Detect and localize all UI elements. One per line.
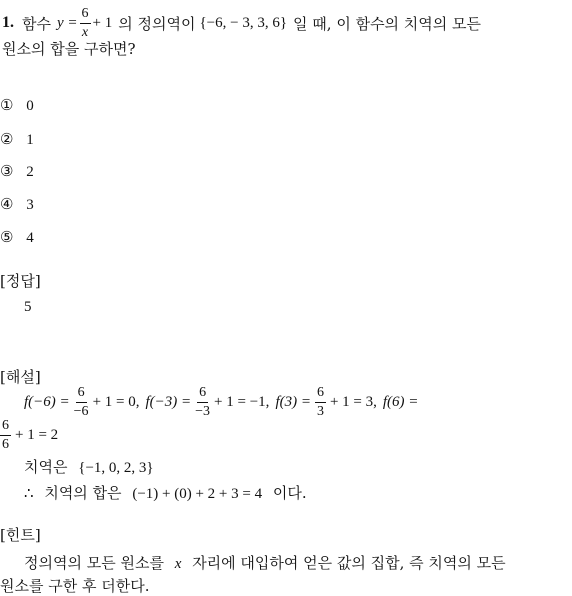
eq4-lhs: f(6) =	[382, 393, 419, 410]
option-4-mark: ④	[0, 195, 14, 213]
solution-equation-line	[24, 385, 418, 419]
eq4-fraction	[0, 419, 11, 452]
eq1-rhs: + 1 = 0,	[92, 393, 140, 410]
option-2-mark: ②	[0, 130, 14, 148]
option-4[interactable]	[0, 195, 34, 214]
hint-line-1-suffix: 자리에 대입하여 얻은 값의 집합, 즉 치역의 모든	[192, 554, 506, 572]
question-mid: 의 정의역이	[118, 14, 196, 33]
eq2-fraction	[195, 386, 210, 419]
eq3-numerator: 6	[315, 386, 326, 403]
function-lhs: y =	[56, 14, 78, 31]
question-line-1	[2, 5, 482, 40]
conclusion-prefix: 치역의 합은	[44, 484, 122, 502]
eq3-rhs: + 1 = 3,	[329, 393, 377, 410]
hint-line-2: 원소를 구한 후 더한다.	[0, 577, 150, 595]
option-2-value: 1	[26, 132, 34, 148]
eq3-fraction	[315, 386, 326, 419]
question-prefix: 함수	[22, 14, 51, 33]
eq1-denominator: −6	[73, 403, 89, 419]
eq1-lhs: f(−6) =	[24, 393, 70, 410]
function-numerator: 6	[80, 7, 91, 24]
eq4-rhs: + 1 = 2	[15, 426, 59, 443]
conclusion-suffix: 이다.	[272, 484, 307, 502]
hint-header: [힌트]	[0, 526, 41, 544]
question-line-2: 원소의 합을 구하면?	[2, 40, 136, 58]
answer-value: 5	[24, 299, 32, 315]
range-prefix: 치역은	[24, 458, 68, 476]
function-denominator: x	[81, 24, 89, 40]
option-5[interactable]	[0, 228, 34, 247]
solution-equation-line-2	[0, 418, 58, 452]
eq2-denominator: −3	[195, 403, 211, 419]
option-5-value: 4	[26, 230, 34, 246]
range-set: {−1, 0, 2, 3}	[78, 460, 154, 476]
option-4-value: 3	[26, 197, 34, 213]
hint-variable: x	[174, 556, 182, 572]
range-line	[24, 456, 154, 477]
question-number: 1.	[2, 14, 14, 31]
eq2-numerator: 6	[197, 386, 208, 403]
eq4-denominator: 6	[2, 436, 9, 452]
solution-header: [해설]	[0, 368, 41, 386]
eq3-lhs: f(3) =	[275, 393, 311, 410]
option-1-mark: ①	[0, 96, 14, 114]
option-3[interactable]	[0, 162, 34, 181]
function-tail: + 1	[92, 14, 113, 31]
eq3-denominator: 3	[316, 403, 324, 419]
eq1-fraction	[74, 386, 89, 419]
domain-set: {−6, − 3, 3, 6}	[199, 14, 288, 31]
option-3-mark: ③	[0, 162, 14, 180]
option-1-value: 0	[26, 98, 34, 114]
eq4-numerator: 6	[0, 419, 11, 436]
hint-line-1	[24, 552, 506, 573]
question-suffix: 일 때, 이 함수의 치역의 모든	[293, 14, 482, 33]
option-5-mark: ⑤	[0, 228, 14, 246]
eq2-rhs: + 1 = −1,	[214, 393, 270, 410]
option-2[interactable]	[0, 130, 34, 149]
eq1-numerator: 6	[76, 386, 87, 403]
option-1[interactable]	[0, 96, 34, 115]
eq2-lhs: f(−3) =	[145, 393, 192, 410]
hint-line-1-prefix: 정의역의 모든 원소를	[24, 554, 164, 572]
conclusion-expression: (−1) + (0) + 2 + 3 = 4	[132, 486, 263, 502]
conclusion-line	[24, 482, 307, 503]
option-3-value: 2	[26, 164, 34, 180]
function-fraction	[80, 7, 91, 40]
answer-header: [정답]	[0, 272, 41, 290]
therefore-symbol: ∴	[24, 486, 34, 502]
